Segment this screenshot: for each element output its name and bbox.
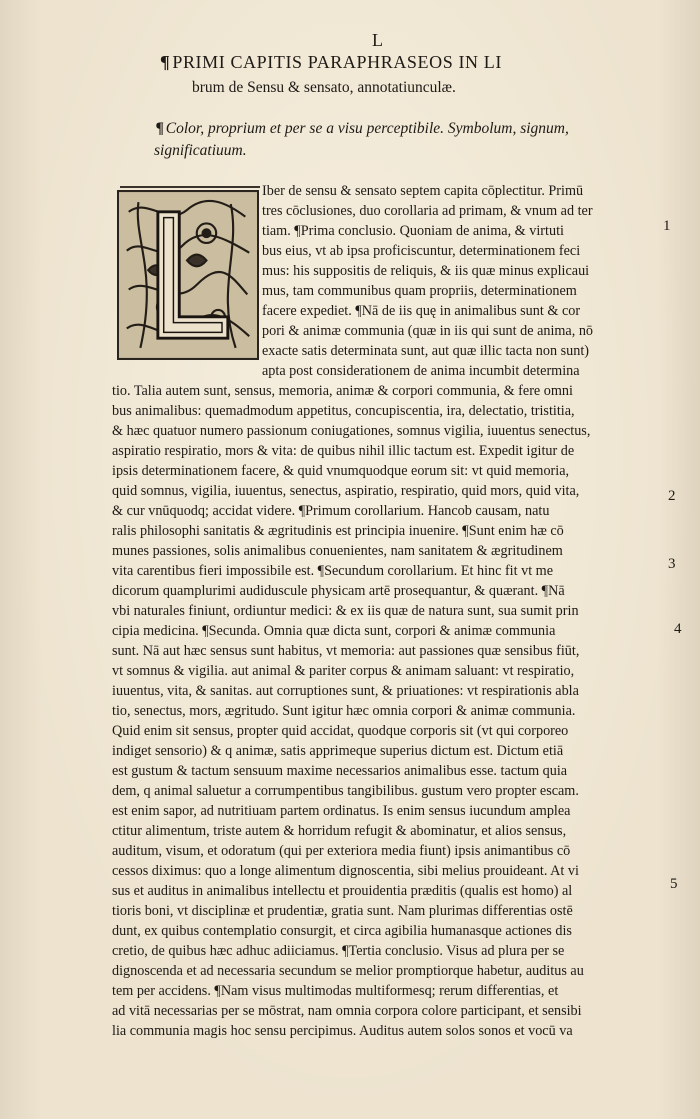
text-line: auditum, visum, et odoratum (qui per exteriora media fiunt) ipsis animantibus cō [112, 843, 571, 859]
text-line: tres cōclusiones, duo corollaria ad primam, & vnum ad ter [262, 203, 593, 219]
text-line: dicorum quamplurimi audiduscule physicam artē prosequantur, & quærant. ¶Nā [112, 583, 565, 599]
text-line: mus: his suppositis de reliquis, & iis quæ minus explicaui [262, 263, 590, 279]
text-line: tioris boni, vt disciplinæ et prudentiæ, gratia sunt. Nam plurimas differentias ostē [112, 903, 573, 919]
margin-note-number: 5 [670, 876, 678, 892]
text-line: vbi naturales finiunt, ordiuntur medici: & ex iis quæ de natura sunt, sua sumit prin [112, 603, 579, 619]
text-line: dignoscenda et ad necessaria secundum se melior promptiorque habetur, auditus au [112, 963, 584, 979]
subhead-line-2: significatiuum. [154, 142, 247, 159]
text-line: indiget sensorio) & q animæ, satis apprimeque superius dictum est. Dictum etiā [112, 743, 564, 759]
text-line: cipia medicina. ¶Secunda. Omnia quæ dicta sunt, corpori & animæ communia [112, 623, 556, 639]
text-line: tio. Talia autem sunt, sensus, memoria, animæ & corpori communia, & fere omni [112, 383, 573, 399]
text-line: ctitur alimentum, triste autem & horridum refugit & abominatur, et alios sensus, [112, 823, 567, 839]
text-line: iuuentus, vita, & sanitas. aut corruptiones sunt, & priuationes: vt respirationis abla [112, 683, 579, 699]
text-line: cessos diximus: quo a longe alimentum dignoscentia, sibi melius prouideant. At vi [112, 863, 579, 879]
margin-note-number: 2 [668, 488, 676, 504]
chapter-heading [160, 50, 600, 100]
text-line: & cur vnūquodq; accidat videre. ¶Primum corollarium. Hancob causam, natu [112, 503, 550, 519]
text-line: tem per accidens. ¶Nam visus multimodas multiformesq; rerum differentias, et [112, 983, 559, 999]
subhead-line-1: ¶ Color, proprium et per se a visu perceptibile. Symbolum, signum, [156, 120, 569, 137]
text-line: tio, senectus, mors, ægritudo. Sunt igitur hæc omnia corpori & animæ communia. [112, 703, 576, 719]
text-line: dem, q animal saluetur a corrumpentibus tangibilibus. gustum vero propter escam. [112, 783, 579, 799]
margin-note-number: 3 [668, 556, 676, 572]
folio-number: L [372, 30, 384, 50]
text-line: sus et auditus in animalibus intellectu et prouidentia præditis (qualis est homo) al [112, 883, 573, 899]
text-line: exacte satis determinata sunt, aut quæ illic tacta non sunt) [262, 343, 590, 359]
text-line: Quid enim sit sensus, propter quid accidat, quodque corporis sit (vt qui corporeo [112, 723, 569, 739]
text-line: est enim sapor, ad nutritiuam partem ordinatus. Is enim sensus iucundum amplea [112, 803, 571, 819]
floral-initial-icon [119, 192, 257, 358]
text-line: vita carentibus fieri impossibile est. ¶Secundum corollarium. Et hinc fit vt me [112, 563, 554, 579]
heading-line-2: brum de Sensu & sensato, annotatiunculæ. [192, 79, 456, 96]
text-line: cretio, de quibus hæc adhuc adiiciamus. ¶Tertia conclusio. Visus ad plura per se [112, 943, 565, 959]
initial-top-rule [120, 186, 260, 188]
annotation-subhead [154, 118, 624, 162]
decorated-initial-letter [117, 190, 259, 360]
text-line: dunt, ex quibus contemplatio consurgit, et circa agibilia humanasque actiones dis [112, 923, 572, 939]
text-line: aspiratio respiratio, mors & vita: de quibus nihil illic tactum est. Expedit igitur de [112, 443, 575, 459]
text-line: est gustum & tactum sensuum maxime necessarios animalibus esse. tactum quia [112, 763, 568, 779]
margin-note-number: 4 [674, 621, 682, 637]
text-line: sunt. Nā aut hæc sensus sunt habitus, vt memoria: aut passiones quæ sensibus fiūt, [112, 643, 580, 659]
text-line: mus, tam communibus quam propriis, determinationem [262, 283, 577, 299]
text-line: pori & animæ communia (quæ in iis qui sunt de anima, nō [262, 323, 594, 339]
margin-note-number: 1 [663, 218, 671, 234]
text-line: facere expediet. ¶Nā de iis quę in animalibus sunt & cor [262, 303, 581, 319]
text-line: ralis philosophi sanitatis & ægritudinis est principia inuenire. ¶Sunt enim hæ cō [112, 523, 564, 539]
text-line: bus animalibus: quemadmodum appetitus, concupiscentia, ira, delectatio, tristitia, [112, 403, 575, 419]
text-line: lia communia magis hoc sensu percipimus. Auditus autem solos sonos et vocū va [112, 1023, 573, 1039]
text-line: apta post considerationem de anima incumbit determina [262, 363, 580, 379]
text-line: munes passiones, solis animalibus conuenientes, nam sanitatem & ægritudinem [112, 543, 563, 559]
text-line: bus eius, vt ab ipsa proficiscuntur, determinationem feci [262, 243, 581, 259]
text-line: Iber de sensu & sensato septem capita cōplectitur. Primū [262, 183, 584, 199]
text-line: & hæc quatuor numero passionum coniugationes, somnus vigilia, iuuentus senectus, [112, 423, 591, 439]
text-line: ad vitā necessarias per se mōstrat, nam omnia corpora colore participant, et sensibi [112, 1003, 582, 1019]
heading-line-1: ¶ PRIMI CAPITIS PARAPHRASEOS IN LI [160, 52, 502, 72]
pilcrow-icon: ¶ [160, 52, 171, 72]
text-line: quid somnus, vigilia, iuuentus, senectus, aspiratio, respiratio, quid mors, quid vita, [112, 483, 580, 499]
text-line: tiam. ¶Prima conclusio. Quoniam de anima, & virtuti [262, 223, 564, 239]
text-line: ipsis determinationem facere, & quid vnumquodque eorum sit: vt quid memoria, [112, 463, 570, 479]
text-line: vt somnus & vigilia. aut animal & pariter corpus & animam saluant: vt respiratio, [112, 663, 575, 679]
